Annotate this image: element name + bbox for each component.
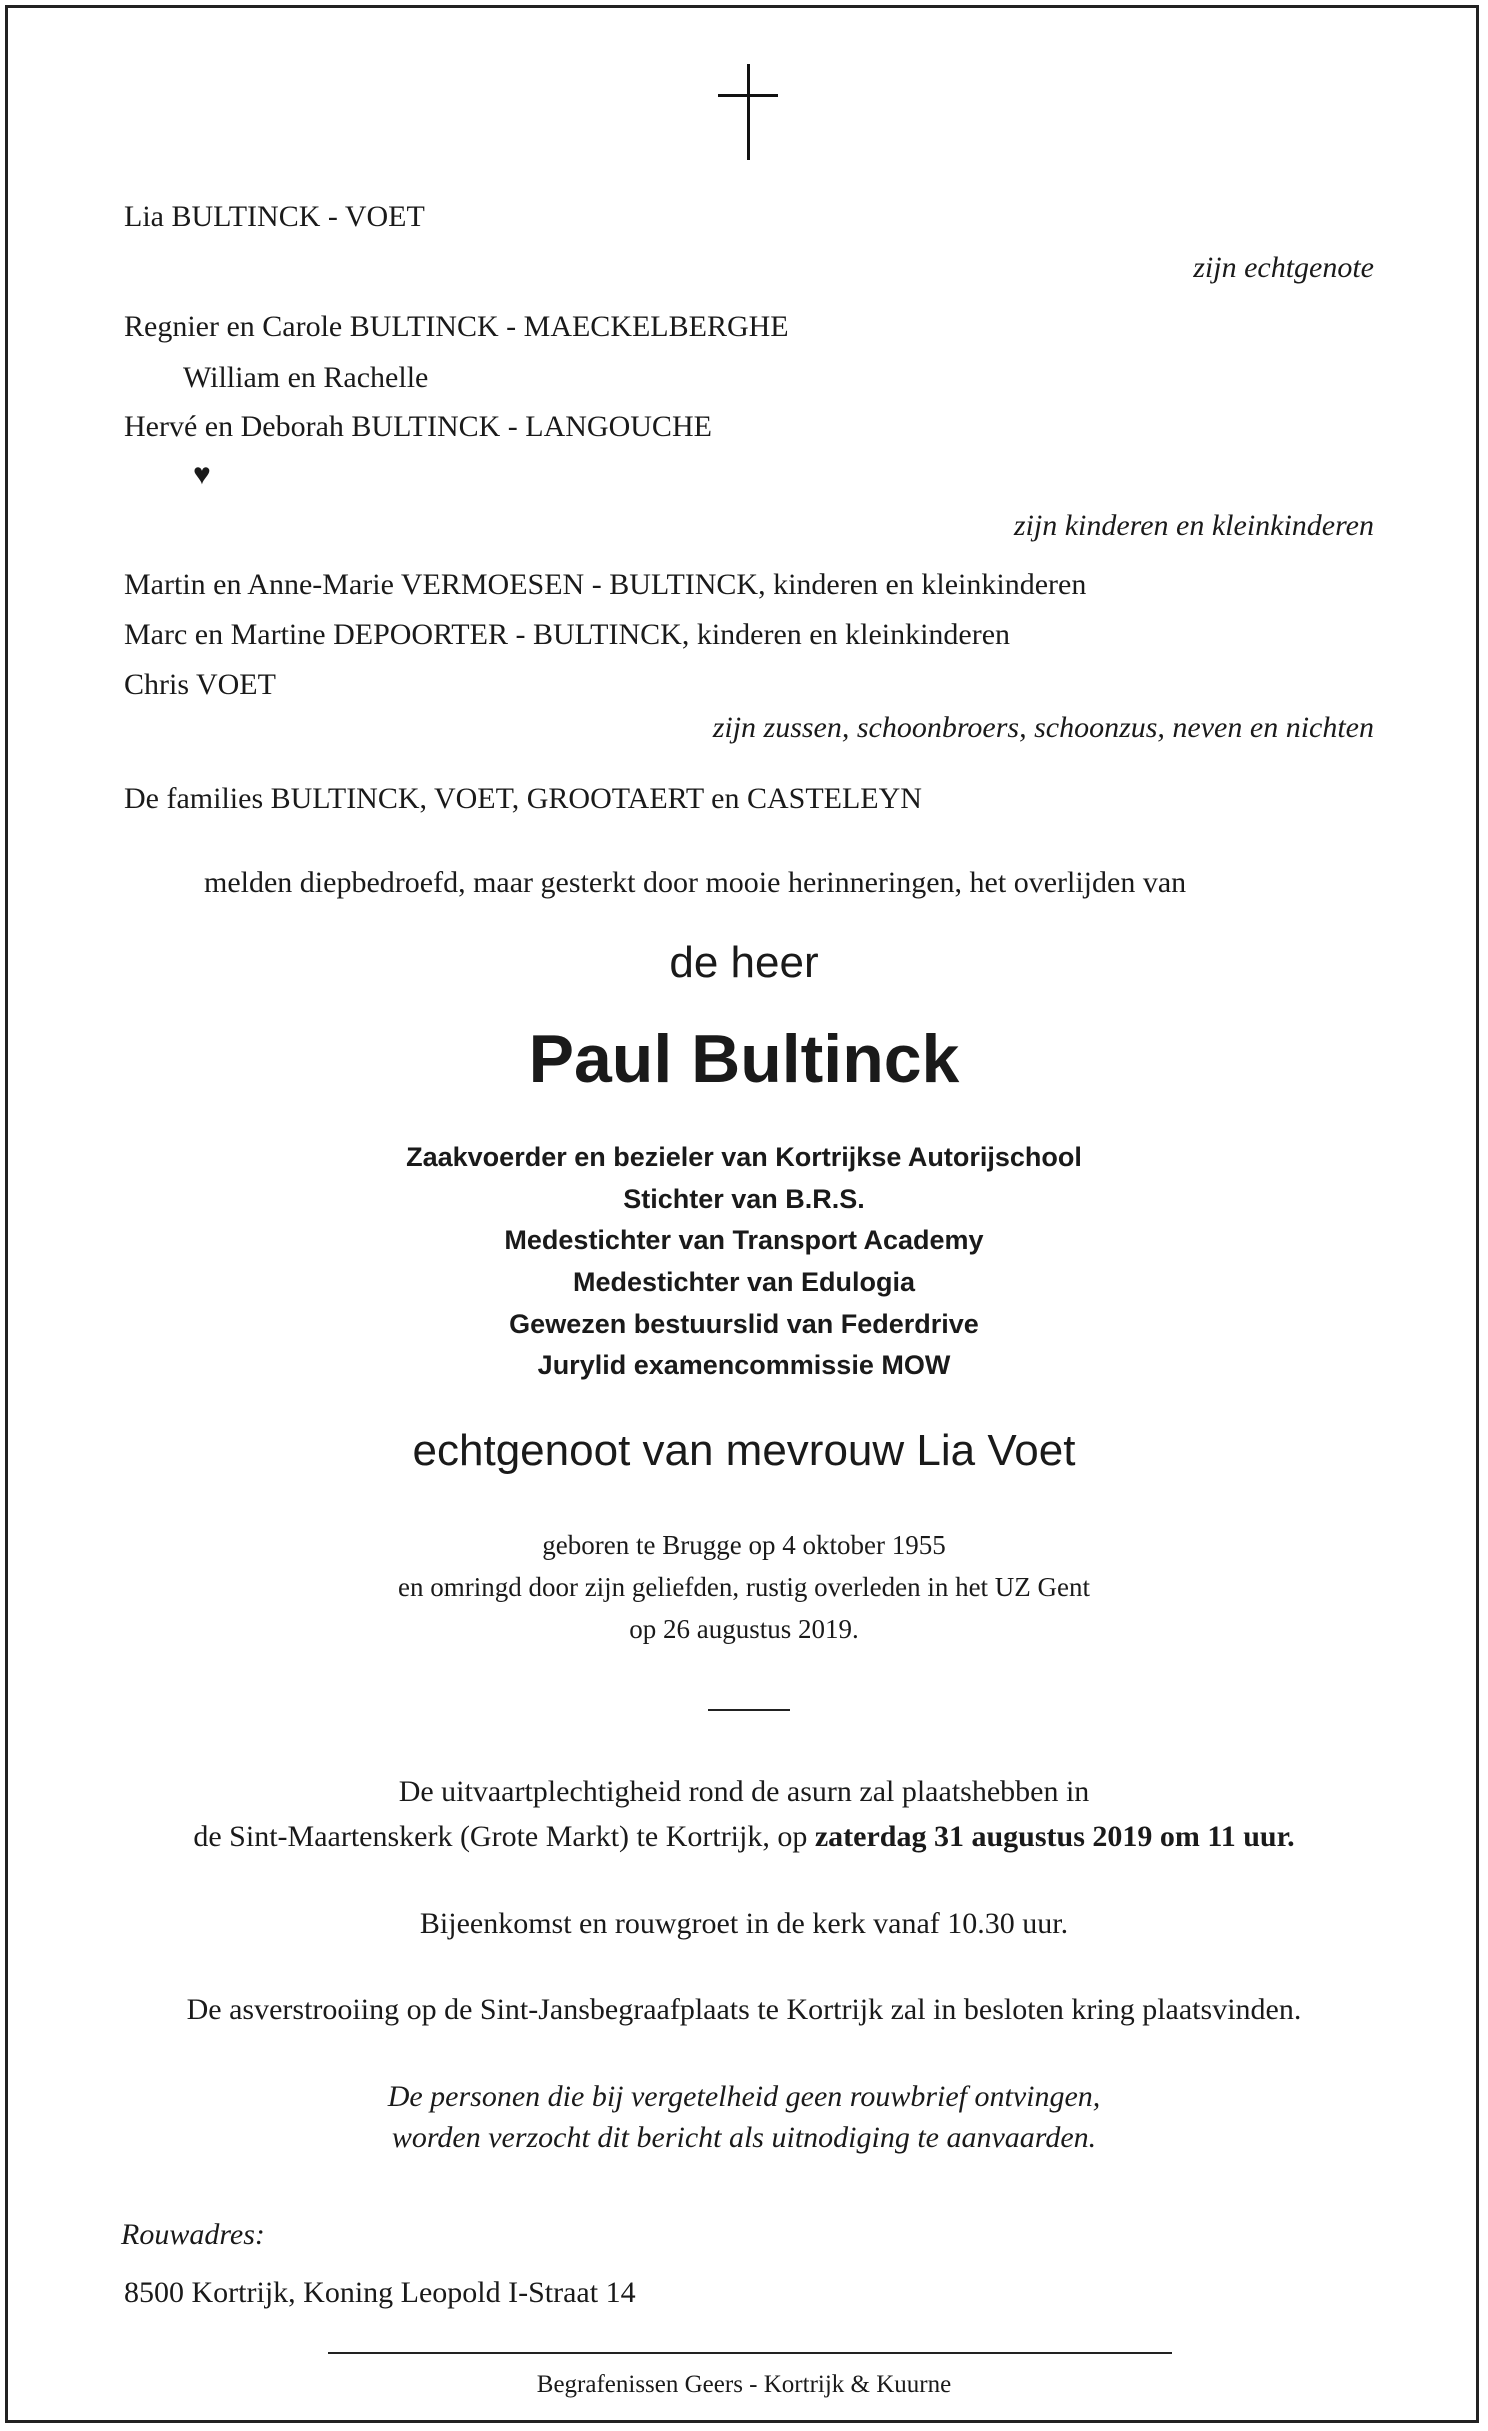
- spouse-label: zijn echtgenote: [1193, 251, 1374, 284]
- title-line: Stichter van B.R.S.: [623, 1184, 865, 1214]
- heart-icon: ♥: [193, 458, 211, 491]
- address-value: 8500 Kortrijk, Koning Leopold I-Straat 14: [124, 2276, 636, 2309]
- address-label: Rouwadres:: [121, 2218, 265, 2251]
- spouse-name: Lia BULTINCK - VOET: [124, 200, 425, 233]
- funeral-line-2: de Sint-Maartenskerk (Grote Markt) te Kortrijk, op zaterdag 31 augustus 2019 om 11 uur.: [193, 1820, 1295, 1853]
- title-line: Zaakvoerder en bezieler van Kortrijkse Autorijschool: [406, 1142, 1082, 1172]
- gathering-line: Bijeenkomst en rouwgroet in de kerk vanaf 10.30 uur.: [419, 1907, 1069, 1940]
- child-1: Regnier en Carole BULTINCK - MAECKELBERGHE: [124, 310, 789, 343]
- title-line: Gewezen bestuurslid van Federdrive: [509, 1309, 979, 1339]
- families-line: De families BULTINCK, VOET, GROOTAERT en CASTELEYN: [124, 782, 922, 815]
- sibling-1: Martin en Anne-Marie VERMOESEN - BULTINCK, kinderen en kleinkinderen: [124, 568, 1087, 601]
- sibling-3: Chris VOET: [124, 668, 276, 701]
- children-label: zijn kinderen en kleinkinderen: [1013, 509, 1374, 542]
- footer-rule: [328, 2352, 1172, 2354]
- announcement-intro: melden diepbedroefd, maar gesterkt door mooie herinneringen, het overlijden van: [204, 866, 1187, 899]
- siblings-label: zijn zussen, schoonbroers, schoonzus, neven en nichten: [712, 711, 1374, 744]
- funeral-line-1: De uitvaartplechtigheid rond de asurn zal plaatshebben in: [398, 1775, 1090, 1808]
- title-line: Medestichter van Transport Academy: [504, 1225, 984, 1255]
- divider: [708, 1709, 790, 1711]
- child-2: Hervé en Deborah BULTINCK - LANGOUCHE: [124, 410, 712, 443]
- honorific: de heer: [669, 938, 819, 987]
- death-line: en omringd door zijn geliefden, rustig overleden in het UZ Gent: [397, 1572, 1091, 1602]
- scattering-line: De asverstrooiing op de Sint-Jansbegraafplaats te Kortrijk zal in besloten kring plaatsvinden.: [186, 1993, 1302, 2026]
- funeral-date: zaterdag 31 augustus 2019 om 11 uur.: [814, 1820, 1295, 1853]
- birth-line: geboren te Brugge op 4 oktober 1955: [542, 1530, 946, 1560]
- title-line: Medestichter van Edulogia: [572, 1267, 916, 1297]
- note-line-2: worden verzocht dit bericht als uitnodiging te aanvaarden.: [391, 2121, 1097, 2154]
- grandchildren: William en Rachelle: [183, 361, 429, 394]
- sibling-2: Marc en Martine DEPOORTER - BULTINCK, kinderen en kleinkinderen: [124, 618, 1011, 651]
- death-date: op 26 augustus 2019.: [629, 1614, 859, 1644]
- spouse-line: echtgenoot van mevrouw Lia Voet: [412, 1426, 1076, 1475]
- deceased-name: Paul Bultinck: [528, 1021, 960, 1097]
- undertaker: Begrafenissen Geers - Kortrijk & Kuurne: [536, 2371, 952, 2398]
- note-line-1: De personen die bij vergetelheid geen rouwbrief ontvingen,: [387, 2080, 1101, 2113]
- title-line: Jurylid examencommissie MOW: [537, 1350, 951, 1380]
